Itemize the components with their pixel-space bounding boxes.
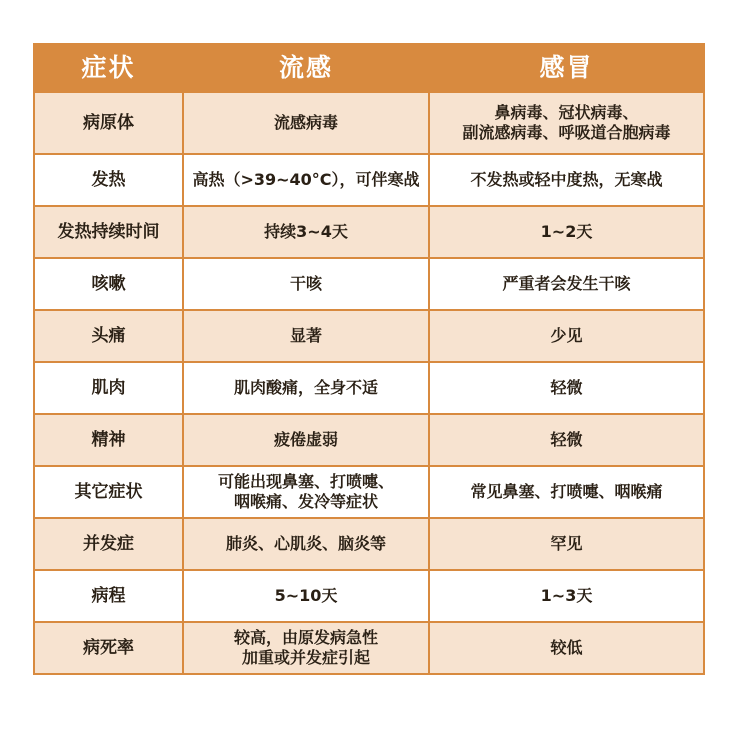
flu-cell: 肺炎、心肌炎、脑炎等 xyxy=(183,518,429,570)
flu-cell: 干咳 xyxy=(183,258,429,310)
comparison-table xyxy=(33,43,705,675)
symptom-cell: 发热 xyxy=(34,154,183,206)
table-row xyxy=(34,310,704,362)
symptom-cell: 肌肉 xyxy=(34,362,183,414)
header-row xyxy=(34,44,704,92)
cold-cell: 1~3天 xyxy=(429,570,704,622)
flu-cell: 肌肉酸痛，全身不适 xyxy=(183,362,429,414)
cold-cell: 1~2天 xyxy=(429,206,704,258)
table-row xyxy=(34,466,704,518)
table-row xyxy=(34,258,704,310)
flu-cell: 可能出现鼻塞、打喷嚏、 咽喉痛、发冷等症状 xyxy=(183,466,429,518)
flu-cell: 较高，由原发病急性 加重或并发症引起 xyxy=(183,622,429,674)
symptom-cell: 并发症 xyxy=(34,518,183,570)
symptom-cell: 病死率 xyxy=(34,622,183,674)
symptom-cell: 病原体 xyxy=(34,92,183,154)
cold-cell: 鼻病毒、冠状病毒、 副流感病毒、呼吸道合胞病毒 xyxy=(429,92,704,154)
symptom-cell: 病程 xyxy=(34,570,183,622)
cold-cell: 轻微 xyxy=(429,362,704,414)
table-row xyxy=(34,622,704,674)
table-row xyxy=(34,92,704,154)
header-cold: 感冒 xyxy=(429,44,704,92)
cold-cell: 不发热或轻中度热，无寒战 xyxy=(429,154,704,206)
flu-cell: 疲倦虚弱 xyxy=(183,414,429,466)
header-symptom: 症状 xyxy=(34,44,183,92)
symptom-cell: 精神 xyxy=(34,414,183,466)
flu-cell: 5~10天 xyxy=(183,570,429,622)
symptom-cell: 咳嗽 xyxy=(34,258,183,310)
header-flu: 流感 xyxy=(183,44,429,92)
flu-cell: 高热（>39~40°C），可伴寒战 xyxy=(183,154,429,206)
flu-cell: 显著 xyxy=(183,310,429,362)
table-row xyxy=(34,570,704,622)
cold-cell: 较低 xyxy=(429,622,704,674)
symptom-cell: 发热持续时间 xyxy=(34,206,183,258)
table-row xyxy=(34,414,704,466)
flu-cell: 持续3~4天 xyxy=(183,206,429,258)
table-row xyxy=(34,154,704,206)
cold-cell: 轻微 xyxy=(429,414,704,466)
cold-cell: 常见鼻塞、打喷嚏、咽喉痛 xyxy=(429,466,704,518)
table-row xyxy=(34,362,704,414)
cold-cell: 少见 xyxy=(429,310,704,362)
cold-cell: 罕见 xyxy=(429,518,704,570)
cold-cell: 严重者会发生干咳 xyxy=(429,258,704,310)
symptom-cell: 头痛 xyxy=(34,310,183,362)
symptom-cell: 其它症状 xyxy=(34,466,183,518)
flu-cell: 流感病毒 xyxy=(183,92,429,154)
table-row xyxy=(34,206,704,258)
table-row xyxy=(34,518,704,570)
